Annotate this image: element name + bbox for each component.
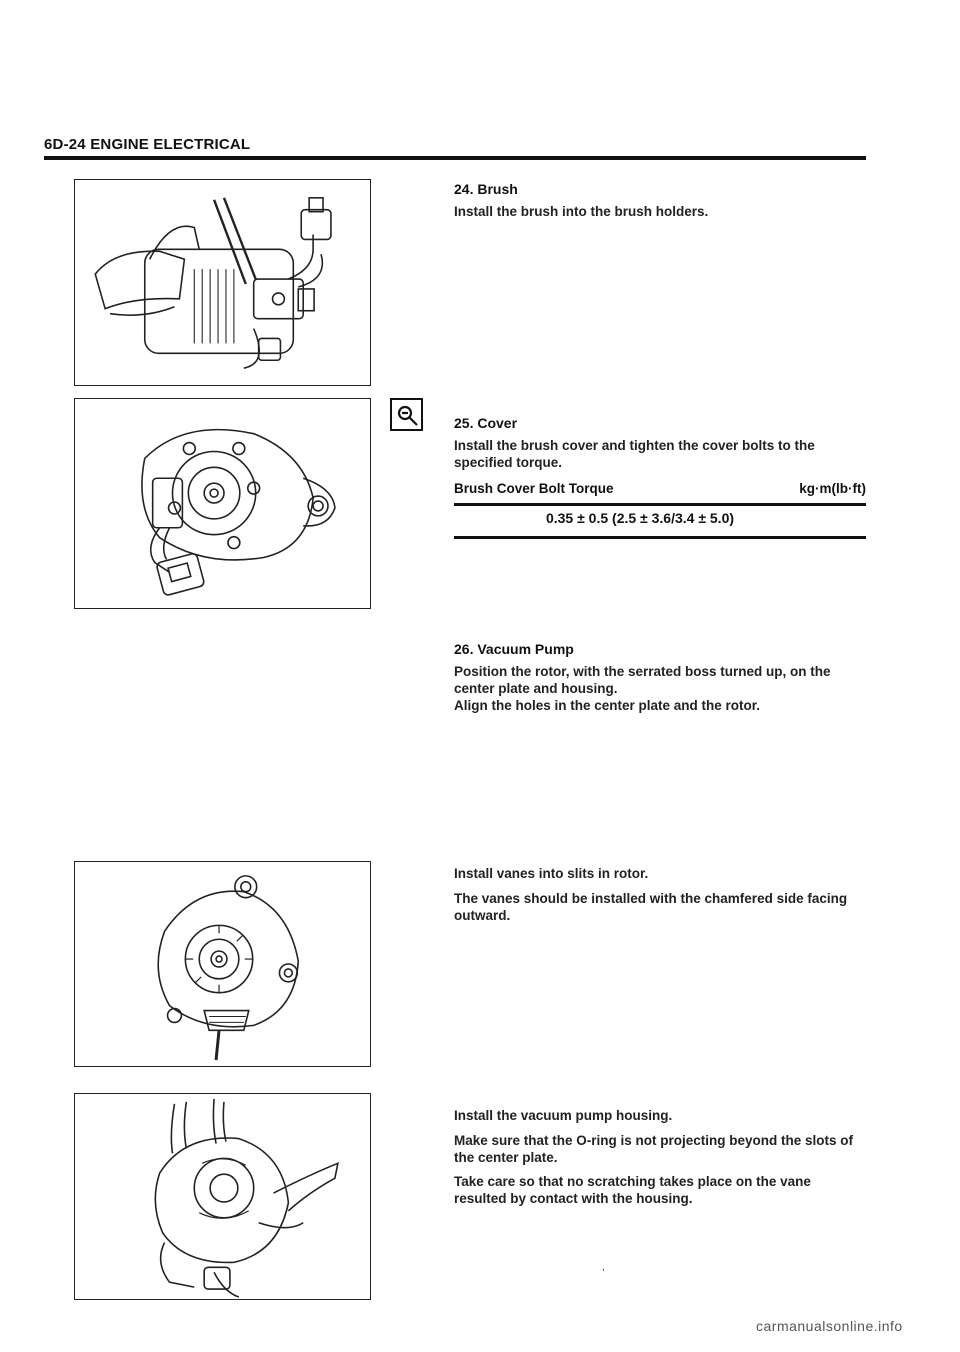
step-cover-text: Install the brush cover and tighten the cover bolts to the specified torque. (454, 438, 815, 470)
step-vacuum-pump-title: 26. Vacuum Pump (454, 641, 574, 657)
torque-rule-top (454, 503, 866, 506)
brush-cover-illustration (74, 398, 371, 609)
torque-unit: kg·m(lb·ft) (799, 481, 866, 496)
torque-label: Brush Cover Bolt Torque (454, 481, 614, 496)
step-brush-title: 24. Brush (454, 181, 518, 197)
housing-line1: Install the vacuum pump housing. (454, 1108, 673, 1123)
torque-wrench-icon (390, 398, 423, 431)
housing-line2: Make sure that the O-ring is not projecting beyond the slots of the center plate. (454, 1133, 854, 1165)
brush-install-illustration (74, 179, 371, 386)
housing-line3: Take care so that no scratching takes place on the vane resulted by contact with the housing. (454, 1174, 811, 1206)
page-header: 6D-24 ENGINE ELECTRICAL (44, 136, 251, 153)
header-rule (44, 156, 866, 160)
step-brush-text: Install the brush into the brush holders. (454, 204, 709, 219)
vanes-line1: Install vanes into slits in rotor. (454, 866, 649, 881)
vanes-install-illustration (74, 861, 371, 1067)
vanes-line2: The vanes should be installed with the chamfered side facing outward. (454, 891, 848, 923)
step-vacuum-pump-line1: Position the rotor, with the serrated boss turned up, on the center plate and housing. (454, 664, 831, 696)
torque-rule-bottom (454, 536, 866, 539)
step-cover-title: 25. Cover (454, 415, 518, 431)
stray-mark: , (602, 1262, 605, 1273)
torque-value: 0.35 ± 0.5 (2.5 ± 3.6/3.4 ± 5.0) (545, 510, 735, 526)
step-vacuum-pump-line2: Align the holes in the center plate and the rotor. (454, 698, 761, 713)
footer-watermark[interactable]: carmanualsonline.info (756, 1318, 903, 1334)
torque-spec-header (454, 481, 866, 496)
pump-housing-illustration (74, 1093, 371, 1300)
